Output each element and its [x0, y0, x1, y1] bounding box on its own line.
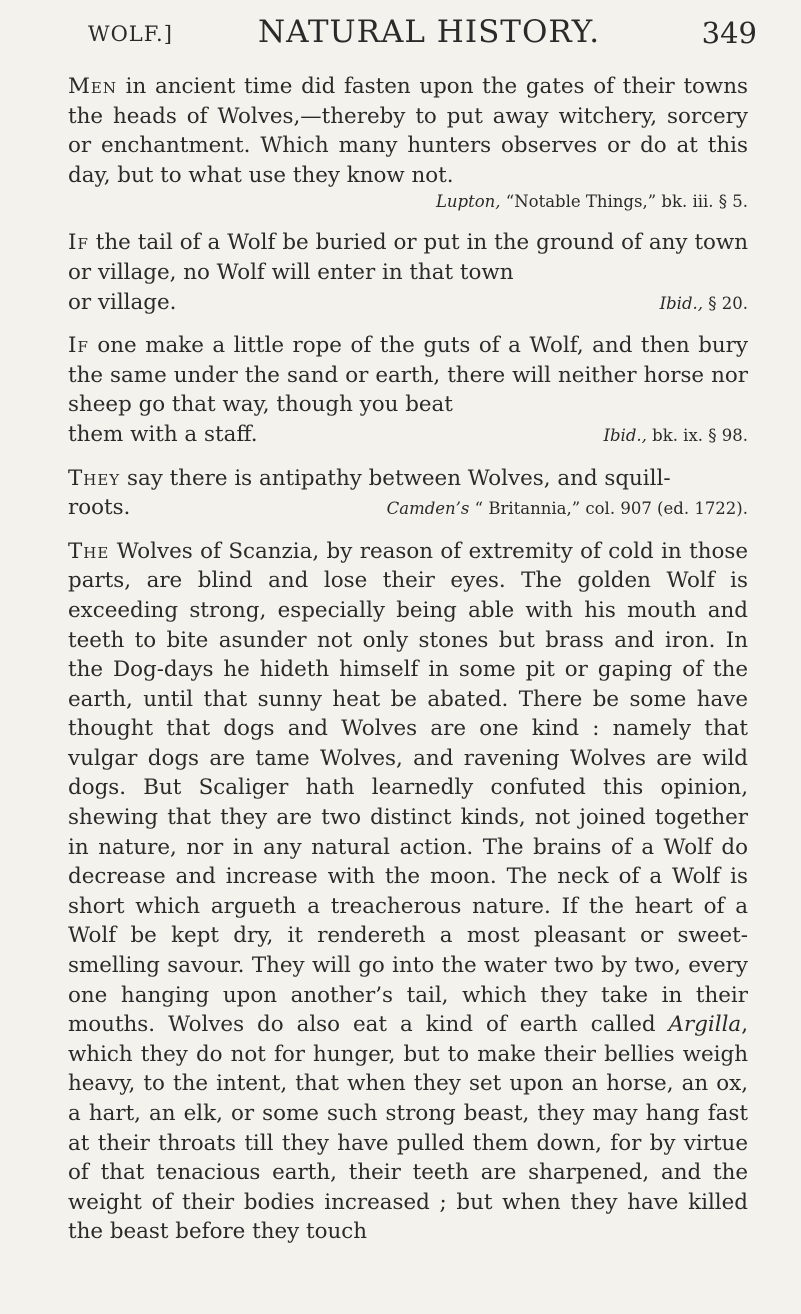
italic-term: Argilla	[668, 1012, 742, 1038]
citation-source: “Notable Things,” bk. iii. § 5.	[500, 192, 748, 212]
page-title: NATURAL HISTORY.	[258, 14, 601, 50]
page-number: 349	[701, 16, 757, 50]
last-line-with-citation	[68, 420, 748, 451]
citation-author: Ibid.,	[603, 425, 647, 445]
section-label: WOLF.]	[88, 22, 173, 46]
paragraph-last-line: roots.	[68, 495, 131, 521]
citation	[660, 289, 748, 319]
paragraph-text: say there is antipathy between Wolves, and squill-	[120, 465, 671, 491]
paragraph-lead: Men	[68, 74, 117, 99]
paragraph-last-line: them with a staff.	[68, 421, 258, 447]
paragraph-text: in ancient time did fasten upon the gates of their towns the heads of Wolves,—thereby to put away witchery, sorcery or enchantment. Which many hunters observes or do at this day, but to what use they know not.	[68, 74, 748, 188]
citation-author: Lupton,	[435, 192, 501, 212]
paragraph-lead: The	[68, 538, 110, 564]
last-line-with-citation	[68, 493, 748, 524]
last-line-with-citation	[68, 288, 748, 319]
citation-author: Ibid.,	[659, 293, 704, 313]
paragraph-lead: If	[68, 230, 89, 256]
paragraph-2	[68, 228, 748, 318]
paragraph-text-continued: , which they do not for hunger, but to make their bellies weigh heavy, to the intent, that when they set upon an horse, an ox, a hart, an elk, or some such strong beast, they may hang fast at their throats till they have pulled them down, for by virtue of that tenacious earth, their teeth are sharpened, and the weight of their bodies increased ; but when they have killed the beast before they touch	[68, 1012, 748, 1245]
citation	[603, 421, 748, 451]
paragraph-4	[68, 464, 748, 524]
body-text	[68, 72, 748, 1247]
citation-author: Camden’s	[386, 499, 470, 519]
paragraph-3	[68, 331, 748, 450]
citation-source: bk. ix. § 98.	[646, 425, 748, 445]
paragraph-text: the tail of a Wolf be buried or put in the ground of any town or village, no Wolf will enter in that town	[68, 230, 748, 285]
paragraph-text: Wolves of Scanzia, by reason of extremity of cold in those parts, are blind and lose their eyes. The golden Wolf is exceeding strong, especially being able with his mouth and teeth to bite asunder not only stones but brass and iron. In the Dog-days he hideth himself in some pit or gaping of the earth, until that sunny heat be abated. There be some have thought that dogs and Wolves are one kind : namely that vulgar dogs are tame Wolves, and ravening Wolves are wild dogs. But Scaliger hath learnedly confuted this opinion, shewing that they are two distinct kinds, not joined together in nature, nor in any natural action. The brains of a Wolf do decrease and increase with the moon. The neck of a Wolf is short which argueth a treacherous nature. If the heart of a Wolf be kept dry, it rendereth a most pleasant or sweet-smelling savour. They will go into the water two by two, every one hanging upon another’s tail, which they take in their mouths. Wolves do also eat a kind of earth called	[68, 538, 748, 1038]
paragraph-lead: If	[68, 333, 89, 359]
citation	[68, 188, 748, 215]
paragraph-lead: They	[68, 465, 121, 491]
paragraph-1	[68, 72, 748, 215]
paragraph-last-line: or village.	[68, 289, 177, 315]
paragraph-5	[68, 537, 748, 1247]
citation-source: § 20.	[703, 293, 748, 313]
running-head	[68, 0, 761, 72]
paragraph-text: one make a little rope of the guts of a Wolf, and then bury the same under the sand or earth, there will neither horse nor sheep go that way, though you beat	[68, 333, 748, 418]
citation	[387, 494, 748, 524]
citation-source: “ Britannia,” col. 907 (ed. 1722).	[469, 499, 748, 519]
